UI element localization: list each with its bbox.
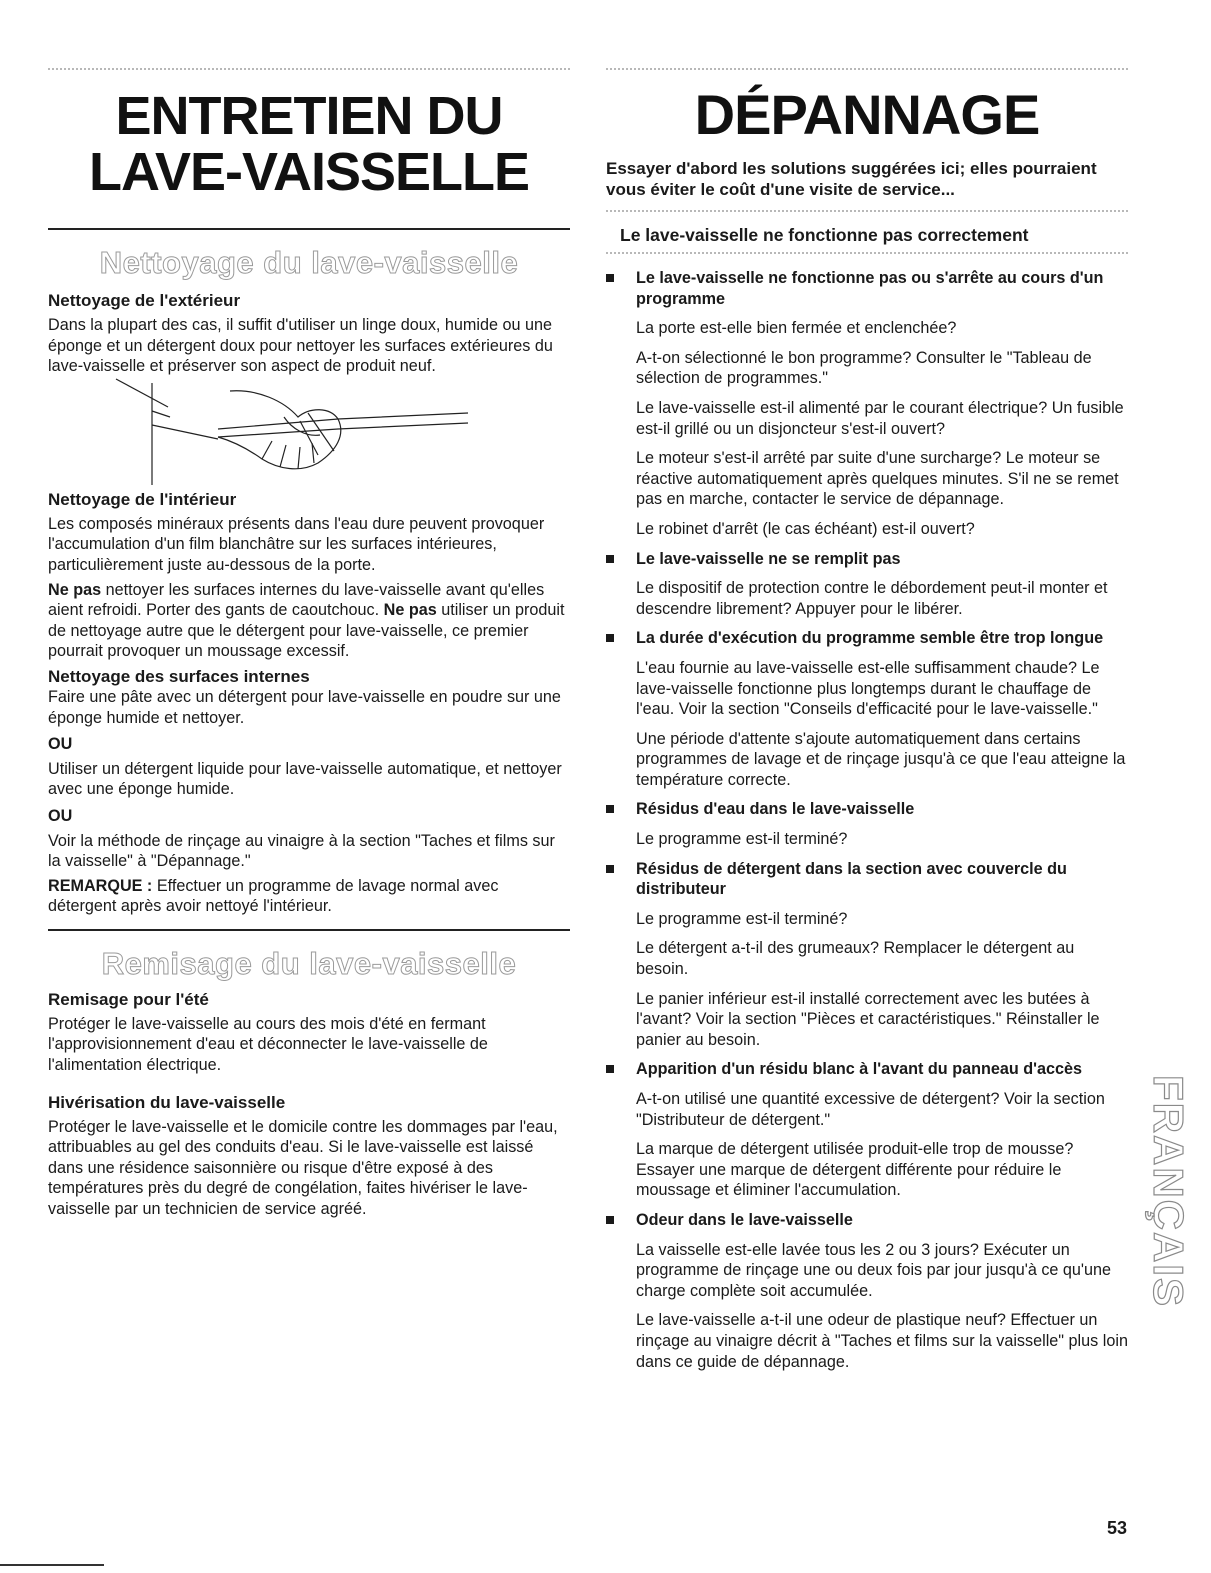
title-line-2: LAVE-VAISSELLE [88,142,530,202]
page-title-right: DÉPANNAGE [694,83,1040,146]
section-rule [48,228,570,230]
problem-heading: Le lave-vaisselle ne fonctionne pas ou s'arrête au cours d'un programme [636,269,1104,308]
problem-heading: La durée d'exécution du programme semble être trop longue [636,629,1104,648]
solution-text: A-t-on sélectionné le bon programme? Consulter le "Tableau de sélection de programmes." [636,348,1092,388]
troubleshooting-list [606,268,1128,1372]
warning-part-2: utiliser un produit de nettoyage autre que le détergent pour lave-vaisselle, ce premier pourrait provoquer un moussage excessif. [48,601,565,661]
section-rule-2 [48,929,570,931]
vinegar-text: Voir la méthode de rinçage au vinaigre à la section "Taches et films sur la vaisselle" à "Dépannage." [48,831,555,871]
section-heading-cleaning: Nettoyage du lave-vaisselle [99,245,519,280]
solution-text: La marque de détergent utilisée produit-elle trop de mousse? Essayer une marque de détergent différente pour réduire le moussage et éliminer l'accumulation. [636,1140,1074,1200]
liquid-detergent-text: Utiliser un détergent liquide pour lave-vaisselle automatique, et nettoyer avec une éponge humide. [48,759,562,799]
language-side-tab [1145,1075,1194,1340]
warning-part-1: nettoyer les surfaces internes du lave-vaisselle avant qu'elles aient refroidi. Porter des gants de caoutchouc. [48,580,545,620]
problem-heading: Résidus de détergent dans la section avec couvercle du distributeur [636,859,1067,899]
solution-text: La porte est-elle bien fermée et enclenchée? [636,319,957,338]
troubleshooting-item [606,1210,1128,1372]
solution-text: La vaisselle est-elle lavée tous les 2 ou 3 jours? Exécuter un programme de rinçage une ou deux fois par jour jusqu'à ce qu'une charge complète soit accumulée. [636,1240,1112,1300]
solution-list [636,1240,1128,1373]
intro-text: Essayer d'abord les solutions suggérées ici; elles pourraient vous éviter le coût d'une visite de service... [606,159,1097,199]
page-number: 53 [1106,1518,1127,1538]
top-dotted-rule [48,68,570,70]
ou-2: OU [48,806,73,825]
problem-heading: Résidus d'eau dans le lave-vaisselle [636,800,915,819]
warning-text [48,580,570,662]
solution-text: Le robinet d'arrêt (le cas échéant) est-il ouvert? [636,519,975,538]
hand-wiping-illustration [48,377,570,489]
remarque-text: Effectuer un programme de lavage normal avec détergent après avoir nettoyé l'intérieur. [48,876,499,916]
exterior-heading: Nettoyage de l'extérieur [48,291,241,310]
solution-text: Le programme est-il terminé? [636,830,848,849]
cleaning-illustration [48,377,570,489]
solution-text: Le panier inférieur est-il installé correctement avec les butées à l'avant? Voir la section "Pièces et caractéristiques." Réinstaller le panier au besoin. [636,989,1100,1049]
solution-list [636,658,1128,791]
solution-list [636,909,1128,1051]
solution-text: Le détergent a-t-il des grumeaux? Remplacer le détergent au besoin. [636,939,1075,979]
bullet-square-icon [606,1216,614,1224]
interior-heading: Nettoyage de l'intérieur [48,489,237,509]
problem-heading: Le lave-vaisselle ne se remplit pas [636,549,901,568]
winter-text: Protéger le lave-vaisselle et le domicile contre les dommages par l'eau, attribuables au gel des conduits d'eau. Si le lave-vaisselle est laissé dans une résidence saisonnière ou risque d'être exposé à des températures près du degré de congélation, faites hivériser le lave-vaisselle par un technicien de service agréé. [48,1117,558,1219]
bullet-square-icon [606,274,614,282]
ne-pas-2: Ne pas [383,601,437,620]
summer-heading: Remisage pour l'été [48,989,209,1009]
page-title-left [48,88,570,200]
ou-1: OU [48,735,73,754]
box-top-rule [606,210,1128,212]
winter-heading: Hivérisation du lave-vaisselle [48,1092,286,1112]
troubleshooting-box-heading: Le lave-vaisselle ne fonctionne pas correctement [620,225,1029,245]
summer-text: Protéger le lave-vaisselle au cours des mois d'été en fermant l'approvisionnement d'eau et déconnecter le lave-vaisselle de l'alimentation électrique. [48,1014,488,1075]
remarque-label: REMARQUE : [48,876,153,895]
troubleshooting-item [606,799,1128,849]
remarque [48,876,570,917]
bullet-square-icon [606,805,614,813]
solution-text: Le moteur s'est-il arrêté par suite d'une surcharge? Le moteur se réactive automatiquement après quelques minutes. S'il ne se remet pas en marche, contacter le service de dépannage. [636,449,1119,509]
language-tab-label: FRANÇAIS [1145,1075,1192,1308]
footer-mark [0,1564,104,1566]
internal-surfaces-heading: Nettoyage des surfaces internes [48,666,310,686]
solution-text: Le programme est-il terminé? [636,909,848,928]
box-bottom-rule [606,252,1128,254]
problem-heading: Odeur dans le lave-vaisselle [636,1210,853,1229]
solution-text: A-t-on utilisé une quantité excessive de détergent? Voir la section "Distributeur de détergent." [636,1090,1105,1129]
solution-list [636,318,1128,539]
left-column [48,68,570,1220]
troubleshooting-item [606,549,1128,620]
solution-text: Le dispositif de protection contre le débordement peut-il monter et descendre librement? Appuyer pour le libérer. [636,579,1108,618]
troubleshooting-item [606,628,1128,790]
solution-list [636,578,1128,619]
exterior-text: Dans la plupart des cas, il suffit d'utiliser un linge doux, humide ou une éponge et un détergent doux pour nettoyer les surfaces extérieures du lave-vaisselle et préserver son aspect de produit neuf. [48,316,553,376]
solution-text: Le lave-vaisselle a-t-il une odeur de plastique neuf? Effectuer un rinçage au vinaigre décrit à "Taches et films sur la vaisselle" plus loin dans ce guide de dépannage. [636,1311,1128,1371]
solution-text: L'eau fournie au lave-vaisselle est-elle suffisamment chaude? Le lave-vaisselle fonctionne plus longtemps durant le chauffage de l'eau. Voir la section "Conseils d'efficacité pour le lave-vaisselle." [636,658,1100,719]
ne-pas-1: Ne pas [48,580,102,599]
solution-text: Une période d'attente s'ajoute automatiquement dans certains programmes de lavage et de rinçage jusqu'à ce que l'eau atteigne la température correcte. [636,729,1126,789]
internal-surfaces-text: Faire une pâte avec un détergent pour lave-vaisselle en poudre sur une éponge humide et nettoyer. [48,687,561,727]
troubleshooting-item [606,268,1128,540]
bullet-square-icon [606,1065,614,1073]
bullet-square-icon [606,865,614,873]
problem-heading: Apparition d'un résidu blanc à l'avant du panneau d'accès [636,1060,1083,1079]
title-line-1: ENTRETIEN DU [115,86,503,146]
interior-text: Les composés minéraux présents dans l'eau dure peuvent provoquer l'accumulation d'un film blanchâtre sur les surfaces intérieures, particulièrement juste au-dessous de la porte. [48,514,545,574]
solution-text: Le lave-vaisselle est-il alimenté par le courant électrique? Un fusible est-il grillé ou un disjoncteur s'est-il ouvert? [636,398,1124,438]
solution-list [636,1089,1128,1201]
troubleshooting-item [606,1059,1128,1201]
bullet-square-icon [606,634,614,642]
bullet-square-icon [606,555,614,563]
troubleshooting-item [606,859,1128,1051]
top-dotted-rule-right [606,68,1128,70]
solution-list [636,829,1128,850]
right-column [606,68,1128,1372]
section-heading-storage: Remisage du lave-vaisselle [101,945,517,981]
